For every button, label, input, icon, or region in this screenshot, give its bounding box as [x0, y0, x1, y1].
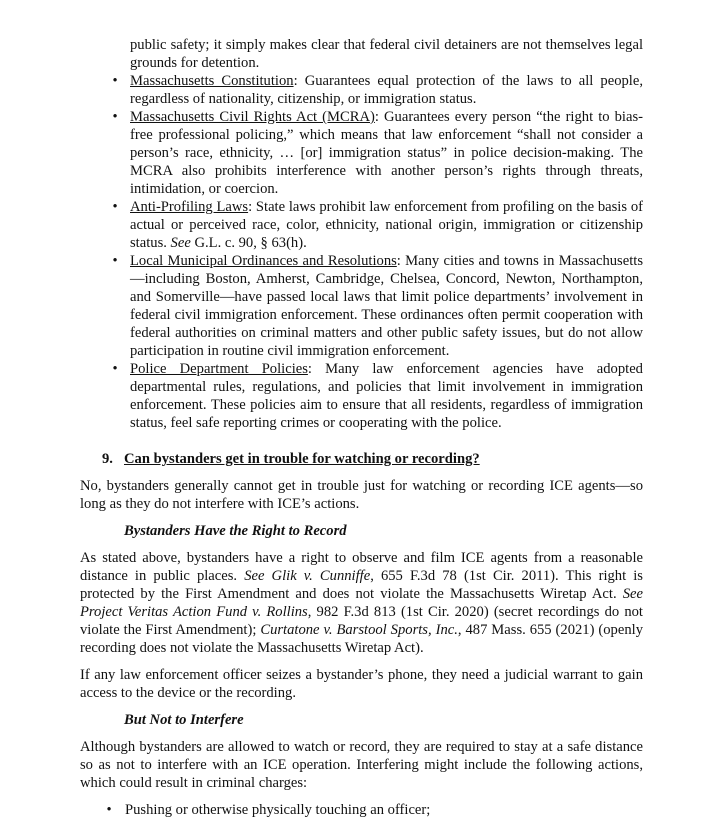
legal-protections-list	[80, 72, 643, 432]
list-item	[80, 198, 643, 252]
bullet-icon: •	[112, 361, 118, 377]
term-description: : State laws prohibit law enforcement from profiling on the basis of actual or perceived race, color, ethnicity, national origin, immigration or citizenship status.	[130, 199, 643, 251]
text-run: , 982 F.3d 813 (1st Cir. 2020) (secret recordings do not violate the First Amendment);	[80, 604, 643, 638]
list-item	[80, 252, 643, 360]
right-to-record-paragraph	[80, 549, 643, 657]
term-ma-constitution: Massachusetts Constitution	[130, 73, 294, 89]
bullet-icon: •	[106, 802, 112, 818]
subheading-right-to-record: Bystanders Have the Right to Record	[124, 523, 347, 539]
citation-signal: See	[170, 235, 191, 251]
document-page	[80, 36, 643, 819]
list-item	[80, 108, 643, 198]
term-mcra: Massachusetts Civil Rights Act (MCRA)	[130, 109, 375, 125]
section-title: Can bystanders get in trouble for watching or recording?	[124, 451, 480, 467]
list-item	[80, 801, 643, 819]
continuation-paragraph: public safety; it simply makes clear that federal civil detainers are not themselves legal grounds for detention.	[130, 37, 643, 71]
bullet-icon: •	[112, 253, 118, 269]
interference-paragraph: Although bystanders are allowed to watch or record, they are required to stay at a safe distance so as not to interfere with an ICE operation. Interfering might include the following actions, which could result in criminal charges:	[80, 739, 643, 791]
text-run: As stated above, bystanders have a right to observe and film ICE agents from a reasonable distance in public places.	[80, 550, 643, 584]
interference-actions-list	[80, 801, 643, 819]
case-citation-curtatone: Curtatone v. Barstool Sports, Inc.	[260, 622, 458, 638]
list-item	[80, 360, 643, 432]
term-anti-profiling: Anti-Profiling Laws	[130, 199, 249, 215]
section-intro: No, bystanders generally cannot get in trouble just for watching or recording ICE agents—so long as they do not interfere with ICE’s actions.	[80, 478, 643, 512]
bullet-icon: •	[112, 199, 118, 215]
term-description: : Guarantees equal protection of the laws to all people, regardless of nationality, citizenship, or immigration status.	[130, 73, 643, 107]
section-heading	[80, 450, 643, 468]
section-number: 9.	[102, 451, 113, 467]
text-run: , 655 F.3d 78 (1st Cir. 2011). This right is protected by the First Amendment and does not violate the Massachusetts Wiretap Act.	[80, 568, 643, 602]
interference-action: Pushing or otherwise physically touching an officer;	[125, 802, 431, 818]
citation: G.L. c. 90, § 63(h).	[190, 235, 307, 251]
term-local-ordinances: Local Municipal Ordinances and Resolutions	[130, 253, 397, 269]
case-citation-glik: See Glik v. Cunniffe	[244, 568, 371, 584]
text-run: , 487 Mass. 655 (2021) (openly recording does not violate the Massachusetts Wiretap Act).	[80, 622, 643, 656]
term-description: : Guarantees every person “the right to bias-free professional policing,” which means that law enforcement “shall not consider a person’s race, ethnicity, … [or] immigration status” in police decision-making. The MCRA also prohibits interference with another person’s rights through threats, intimidation, or coercion.	[130, 109, 643, 197]
term-description: : Many law enforcement agencies have adopted departmental rules, regulations, and policies that limit involvement in immigration enforcement. These policies aim to ensure that all residents, regardless of immigration status, feel safe reporting crimes or cooperating with the police.	[130, 361, 643, 431]
term-police-policies: Police Department Policies	[130, 361, 308, 377]
bullet-icon: •	[112, 109, 118, 125]
term-description: : Many cities and towns in Massachusetts—including Boston, Amherst, Cambridge, Chelsea, Concord, Newton, Northampton, and Somerville—have passed local laws that limit police departments’ involvement in federal civil immigration enforcement. These ordinances often permit cooperation with federal authorities on criminal matters and other public safety issues, but do not allow participation in routine civil immigration enforcement.	[130, 253, 643, 359]
subheading-not-interfere: But Not to Interfere	[124, 712, 244, 728]
warrant-paragraph: If any law enforcement officer seizes a bystander’s phone, they need a judicial warrant to gain access to the device or the recording.	[80, 667, 643, 701]
case-citation-project-veritas: See Project Veritas Action Fund v. Rollins	[80, 586, 643, 620]
bullet-icon: •	[112, 73, 118, 89]
list-item	[80, 72, 643, 108]
